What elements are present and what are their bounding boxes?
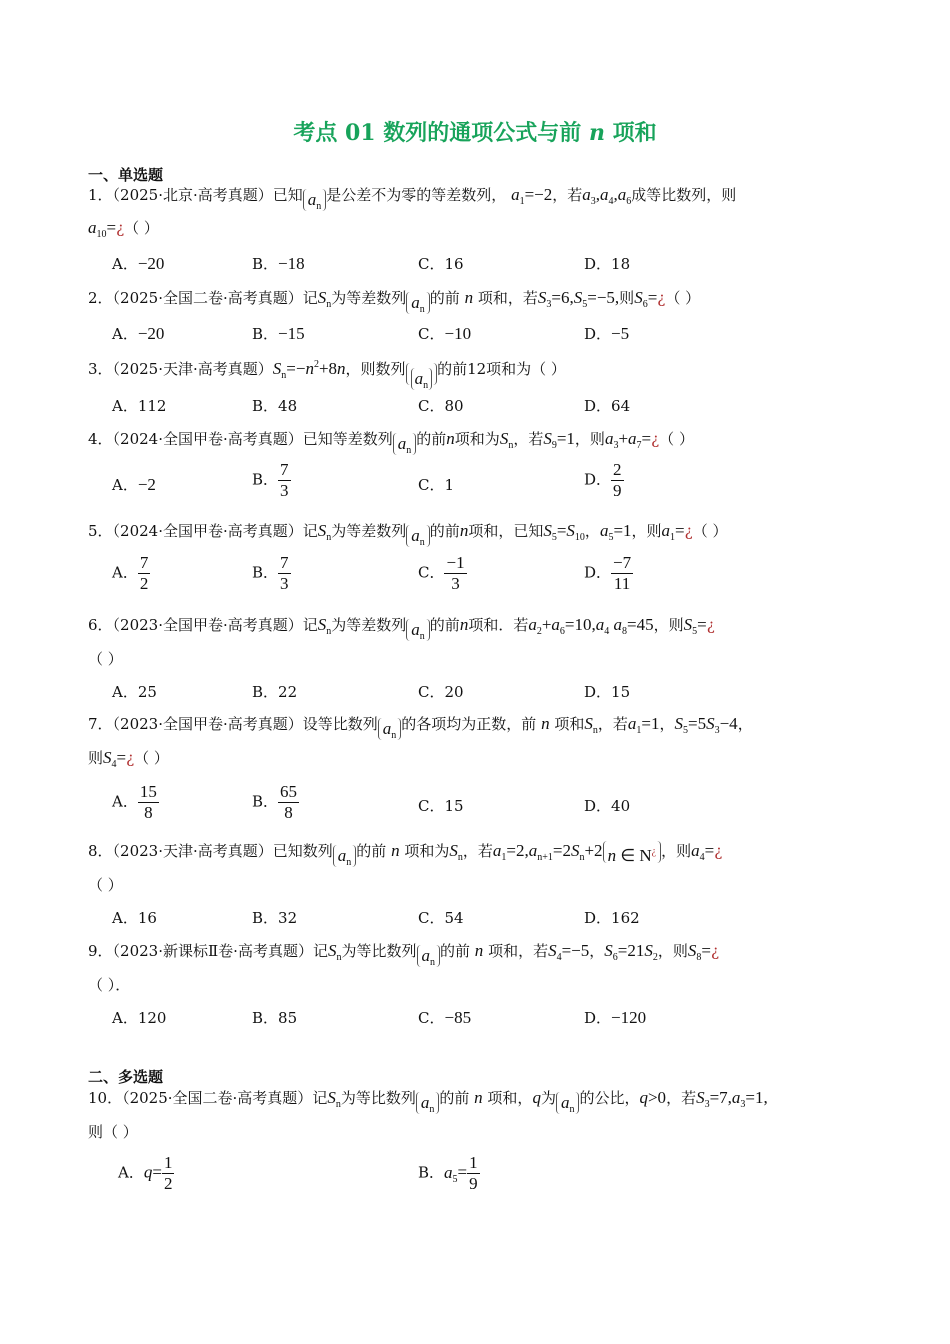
question-1-line-1: 1．（2025·北京·高考真题）已知 $a_n$是公差不为零的等差数列， $a_1=-2$，若$a_3,a_4,a_6$成等比数列，则	[88, 185, 737, 212]
q7-option-d[interactable]: D．40	[584, 797, 631, 815]
section-heading-multi: 二、多选题	[88, 1068, 164, 1086]
q3-option-b[interactable]: B．48	[252, 397, 298, 415]
q1-option-c[interactable]: C．16	[418, 255, 464, 273]
question-7-line-2: 则$S_4=¿$（ ）	[88, 748, 169, 770]
section-heading-single: 一、单选题	[88, 166, 164, 184]
q4-option-d[interactable]: D． $\frac{2}{9}$	[584, 460, 622, 500]
q2-option-b[interactable]: B．−15	[252, 324, 305, 343]
question-6-line-2: （ ）	[88, 650, 123, 668]
question-9-line-2: （ ）．	[88, 976, 131, 994]
q8-option-c[interactable]: C．54	[418, 909, 464, 927]
q6-option-b[interactable]: B．22	[252, 683, 298, 701]
question-10-line-1: 10．（2025·全国二卷·高考真题）记$S_n$为等比数列 $a_n$的前 n 项和，q为 $a_n$的公比，q>0，若$S_3=7,a_3=1$,	[88, 1088, 768, 1115]
q2-option-d[interactable]: D．−5	[584, 324, 630, 343]
q9-option-a[interactable]: A．120	[112, 1009, 167, 1027]
q6-option-d[interactable]: D．15	[584, 683, 631, 701]
q10-option-a[interactable]: A．q= $\frac{1}{2}$	[118, 1153, 173, 1193]
q2-option-c[interactable]: C．−10	[418, 324, 472, 343]
q8-option-d[interactable]: D．162	[584, 909, 640, 927]
question-1-line-2: $a_{10}=¿$（ ）	[88, 218, 159, 240]
q4-option-c[interactable]: C．1	[418, 476, 455, 494]
q4-option-b[interactable]: B． $\frac{7}{3}$	[252, 460, 289, 500]
q1-option-d[interactable]: D．18	[584, 255, 631, 273]
q3-option-a[interactable]: A．112	[112, 397, 167, 415]
q2-option-a[interactable]: A．−20	[112, 324, 165, 343]
question-6-line-1: 6．（2023·全国甲卷·高考真题）记$S_n$为等差数列 $a_n$的前n项和．若$a_2+a_6=10,a_4$ $a_8=45$，则$S_5=¿$	[88, 615, 715, 642]
question-3-line-1: 3．（2025·天津·高考真题）$S_n=-n^2+8n$，则数列 $a_n$的前12项和为（ ）	[88, 359, 566, 391]
q8-option-a[interactable]: A．16	[112, 909, 157, 927]
question-4-line-1: 4．（2024·全国甲卷·高考真题）已知等差数列 $a_n$的前n项和为$S_n$，若$S_9=1$，则$a_3+a_7=¿$（ ）	[88, 429, 694, 456]
question-10-line-2: 则（ ）	[88, 1123, 138, 1141]
q5-option-a[interactable]: A． $\frac{7}{2}$	[112, 553, 149, 593]
q5-option-c[interactable]: C． $\frac{-1}{3}$	[418, 553, 465, 593]
q7-option-a[interactable]: A． $\frac{15}{8}$	[112, 782, 157, 822]
q9-option-c[interactable]: C．−85	[418, 1008, 472, 1027]
q8-option-b[interactable]: B．32	[252, 909, 298, 927]
question-7-line-1: 7．（2023·全国甲卷·高考真题）设等比数列 $a_n$的各项均为正数，前 n 项和$S_n$，若$a_1=1$，$S_5=5S_3-4$，	[88, 714, 753, 741]
q3-option-d[interactable]: D．64	[584, 397, 631, 415]
q1-option-b[interactable]: B．−18	[252, 254, 305, 273]
page-title: 考点 01 数列的通项公式与前 n 项和	[293, 120, 657, 146]
q4-option-a[interactable]: A．−2	[112, 475, 156, 494]
q5-option-b[interactable]: B． $\frac{7}{3}$	[252, 553, 289, 593]
q9-option-b[interactable]: B．85	[252, 1009, 298, 1027]
q5-option-d[interactable]: D． $\frac{-7}{11}$	[584, 553, 632, 593]
q7-option-b[interactable]: B． $\frac{65}{8}$	[252, 782, 298, 822]
question-2-line-1: 2．（2025·全国二卷·高考真题）记$S_n$为等差数列 $a_n$的前 n 项和，若$S_3=6,S_5=-5$,则$S_6=¿$（ ）	[88, 288, 701, 315]
q9-option-d[interactable]: D．−120	[584, 1008, 647, 1027]
q1-option-a[interactable]: A．−20	[112, 254, 165, 273]
question-9-line-1: 9．（2023·新课标Ⅱ卷·高考真题）记$S_n$为等比数列 $a_n$的前 n 项和，若$S_4=-5$，$S_6=21S_2$，则$S_8=¿$	[88, 941, 720, 968]
q7-option-c[interactable]: C．15	[418, 797, 464, 815]
q3-option-c[interactable]: C．80	[418, 397, 464, 415]
q6-option-c[interactable]: C．20	[418, 683, 464, 701]
q6-option-a[interactable]: A．25	[112, 683, 157, 701]
question-8-line-2: （ ）	[88, 876, 123, 894]
q10-option-b[interactable]: B．$a_5=$ $\frac{1}{9}$	[418, 1153, 478, 1193]
question-8-line-1: 8．（2023·天津·高考真题）已知数列 $a_n$的前 n 项和为$S_n$，若$a_1=2,a_{n+1}=2S_n+2$ n ∈ N¿ ，则$a_4=¿$	[88, 841, 723, 868]
question-5-line-1: 5．（2024·全国甲卷·高考真题）记$S_n$为等差数列 $a_n$的前n项和，已知$S_5=S_{10}$，$a_5=1$，则$a_1=¿$（ ）	[88, 521, 728, 548]
